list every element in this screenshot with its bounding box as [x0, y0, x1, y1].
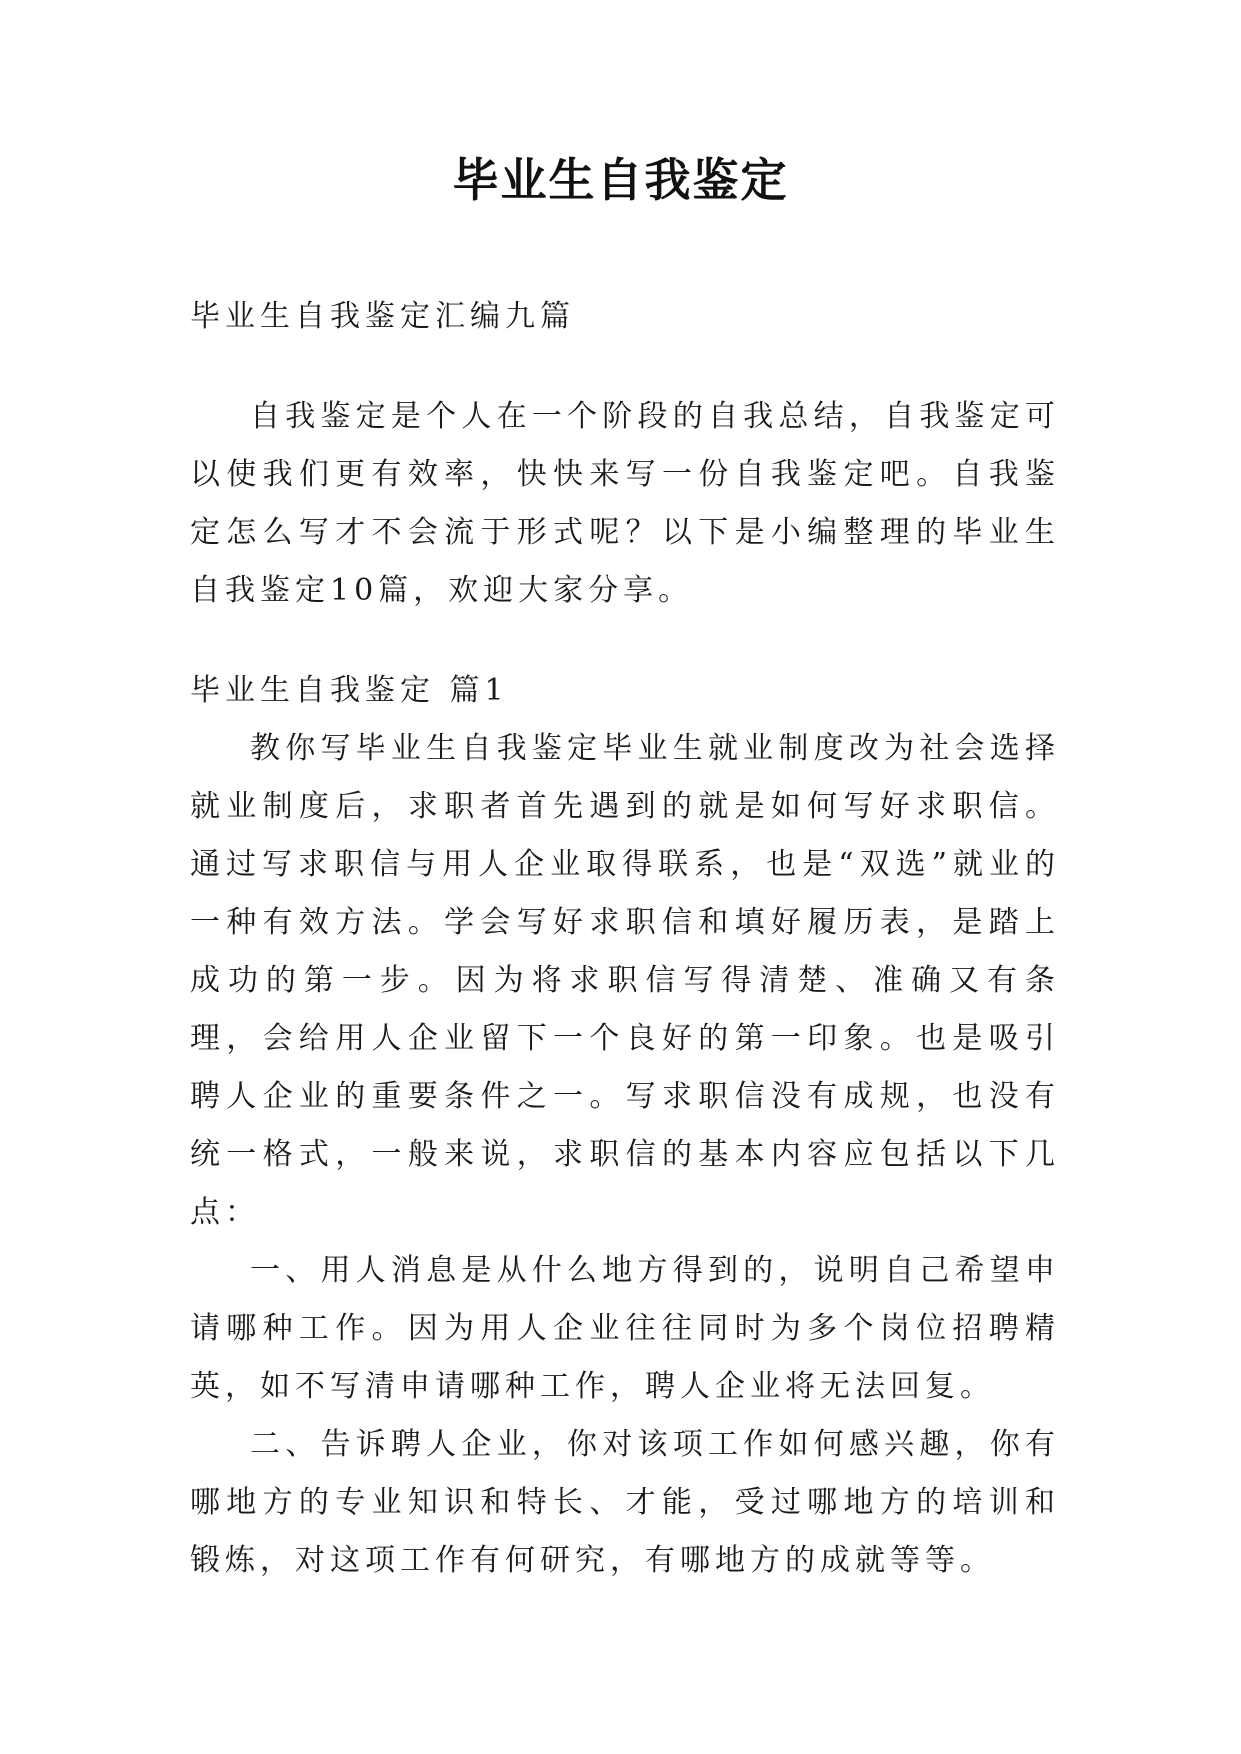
section-heading: 毕业生自我鉴定 篇1	[190, 673, 509, 708]
document-subtitle: 毕业生自我鉴定汇编九篇	[190, 299, 575, 334]
body-paragraph: 二、告诉聘人企业，你对该项工作如何感兴趣，你有哪地方的专业知识和特长、才能，受过哪地方的培训和锻炼，对这项工作有何研究，有哪地方的成就等等。	[190, 1427, 1060, 1578]
document-title: 毕业生自我鉴定	[452, 153, 789, 207]
body-paragraph: 教你写毕业生自我鉴定毕业生就业制度改为社会选择就业制度后，求职者首先遇到的就是如何写好求职信。通过写求职信与用人企业取得联系，也是“双选”就业的一种有效方法。学会写好求职信和填好履历表，是踏上成功的第一步。因为将求职信写得清楚、准确又有条理，会给用人企业留下一个良好的第一印象。也是吸引聘人企业的重要条件之一。写求职信没有成规，也没有统一格式，一般来说，求职信的基本内容应包括以下几点：	[190, 731, 1060, 1230]
document-body	[190, 288, 1060, 1590]
body-paragraph: 一、用人消息是从什么地方得到的，说明自己希望申请哪种工作。因为用人企业往往同时为多个岗位招聘精英，如不写清申请哪种工作，聘人企业将无法回复。	[190, 1253, 1060, 1404]
intro-paragraph: 自我鉴定是个人在一个阶段的自我总结，自我鉴定可以使我们更有效率，快快来写一份自我鉴定吧。自我鉴定怎么写才不会流于形式呢？以下是小编整理的毕业生自我鉴定10篇，欢迎大家分享。	[190, 399, 1060, 608]
